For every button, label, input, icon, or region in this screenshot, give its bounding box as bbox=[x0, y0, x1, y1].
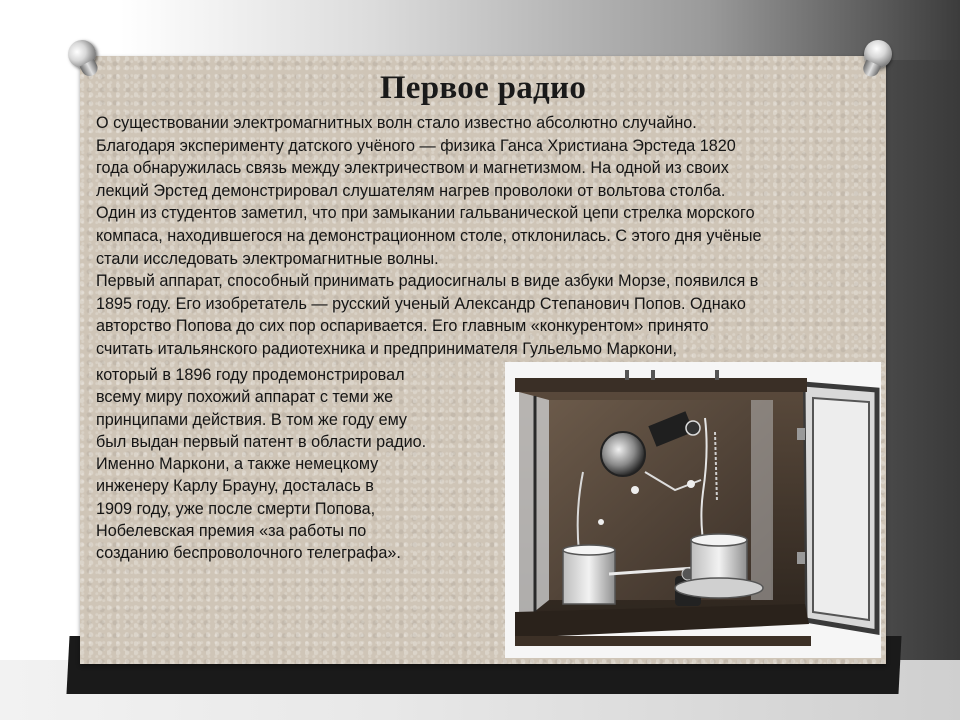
marconi-text-block bbox=[96, 364, 496, 565]
text-line: стали исследовать электромагнитные волны. bbox=[96, 249, 439, 268]
radio-receiver-photo bbox=[505, 362, 881, 658]
background-top-gradient bbox=[120, 0, 960, 60]
text-line: О существовании электромагнитных волн стало известно абсолютно случайно. bbox=[96, 114, 697, 132]
text-line: 1909 году, уже после смерти Попова, bbox=[96, 499, 376, 518]
text-line: принципами действия. В том же году ему bbox=[96, 410, 408, 429]
text-line: считать итальянского радиотехника и предпринимателя Гульельмо Маркони, bbox=[96, 339, 677, 358]
text-line: Первый аппарат, способный принимать радиосигналы в виде азбуки Морзе, появился в bbox=[96, 272, 759, 291]
text-line: авторство Попова до сих пор оспаривается. Его главным «конкурентом» принято bbox=[96, 317, 709, 336]
text-line: всему миру похожий аппарат с теми же bbox=[96, 388, 394, 407]
radio-receiver-illustration bbox=[505, 362, 881, 658]
text-line: Именно Маркони, а также немецкому bbox=[96, 455, 379, 474]
text-line: Один из студентов заметил, что при замыкании гальванической цепи стрелка морского bbox=[96, 204, 755, 223]
slide-title: Первое радио bbox=[379, 70, 587, 106]
text-line: 1895 году. Его изобретатель — русский ученый Александр Степанович Попов. Однако bbox=[96, 294, 746, 313]
pushpin-icon bbox=[63, 35, 101, 73]
text-line: компаса, находившегося на демонстрационном столе, отклонилась. С этого дня учёные bbox=[96, 226, 762, 245]
text-line: года обнаружилась связь между электричеством и магнетизмом. На одной из своих bbox=[96, 159, 729, 178]
text-line: Благодаря эксперименту датского учёного — физика Ганса Христиана Эрстеда 1820 bbox=[96, 136, 736, 155]
intro-text-block bbox=[96, 112, 882, 361]
text-line: инженеру Карлу Брауну, досталась в bbox=[96, 477, 374, 496]
text-line: Нобелевская премия «за работы по bbox=[96, 522, 367, 541]
text-line: был выдан первый патент в области радио. bbox=[96, 432, 427, 451]
text-line: который в 1896 году продемонстрировал bbox=[96, 366, 405, 384]
text-line: лекций Эрстед демонстрировал слушателям нагрев проволоки от вольтова столба. bbox=[96, 181, 726, 200]
text-line: созданию беспроволочного телеграфа». bbox=[96, 544, 401, 563]
